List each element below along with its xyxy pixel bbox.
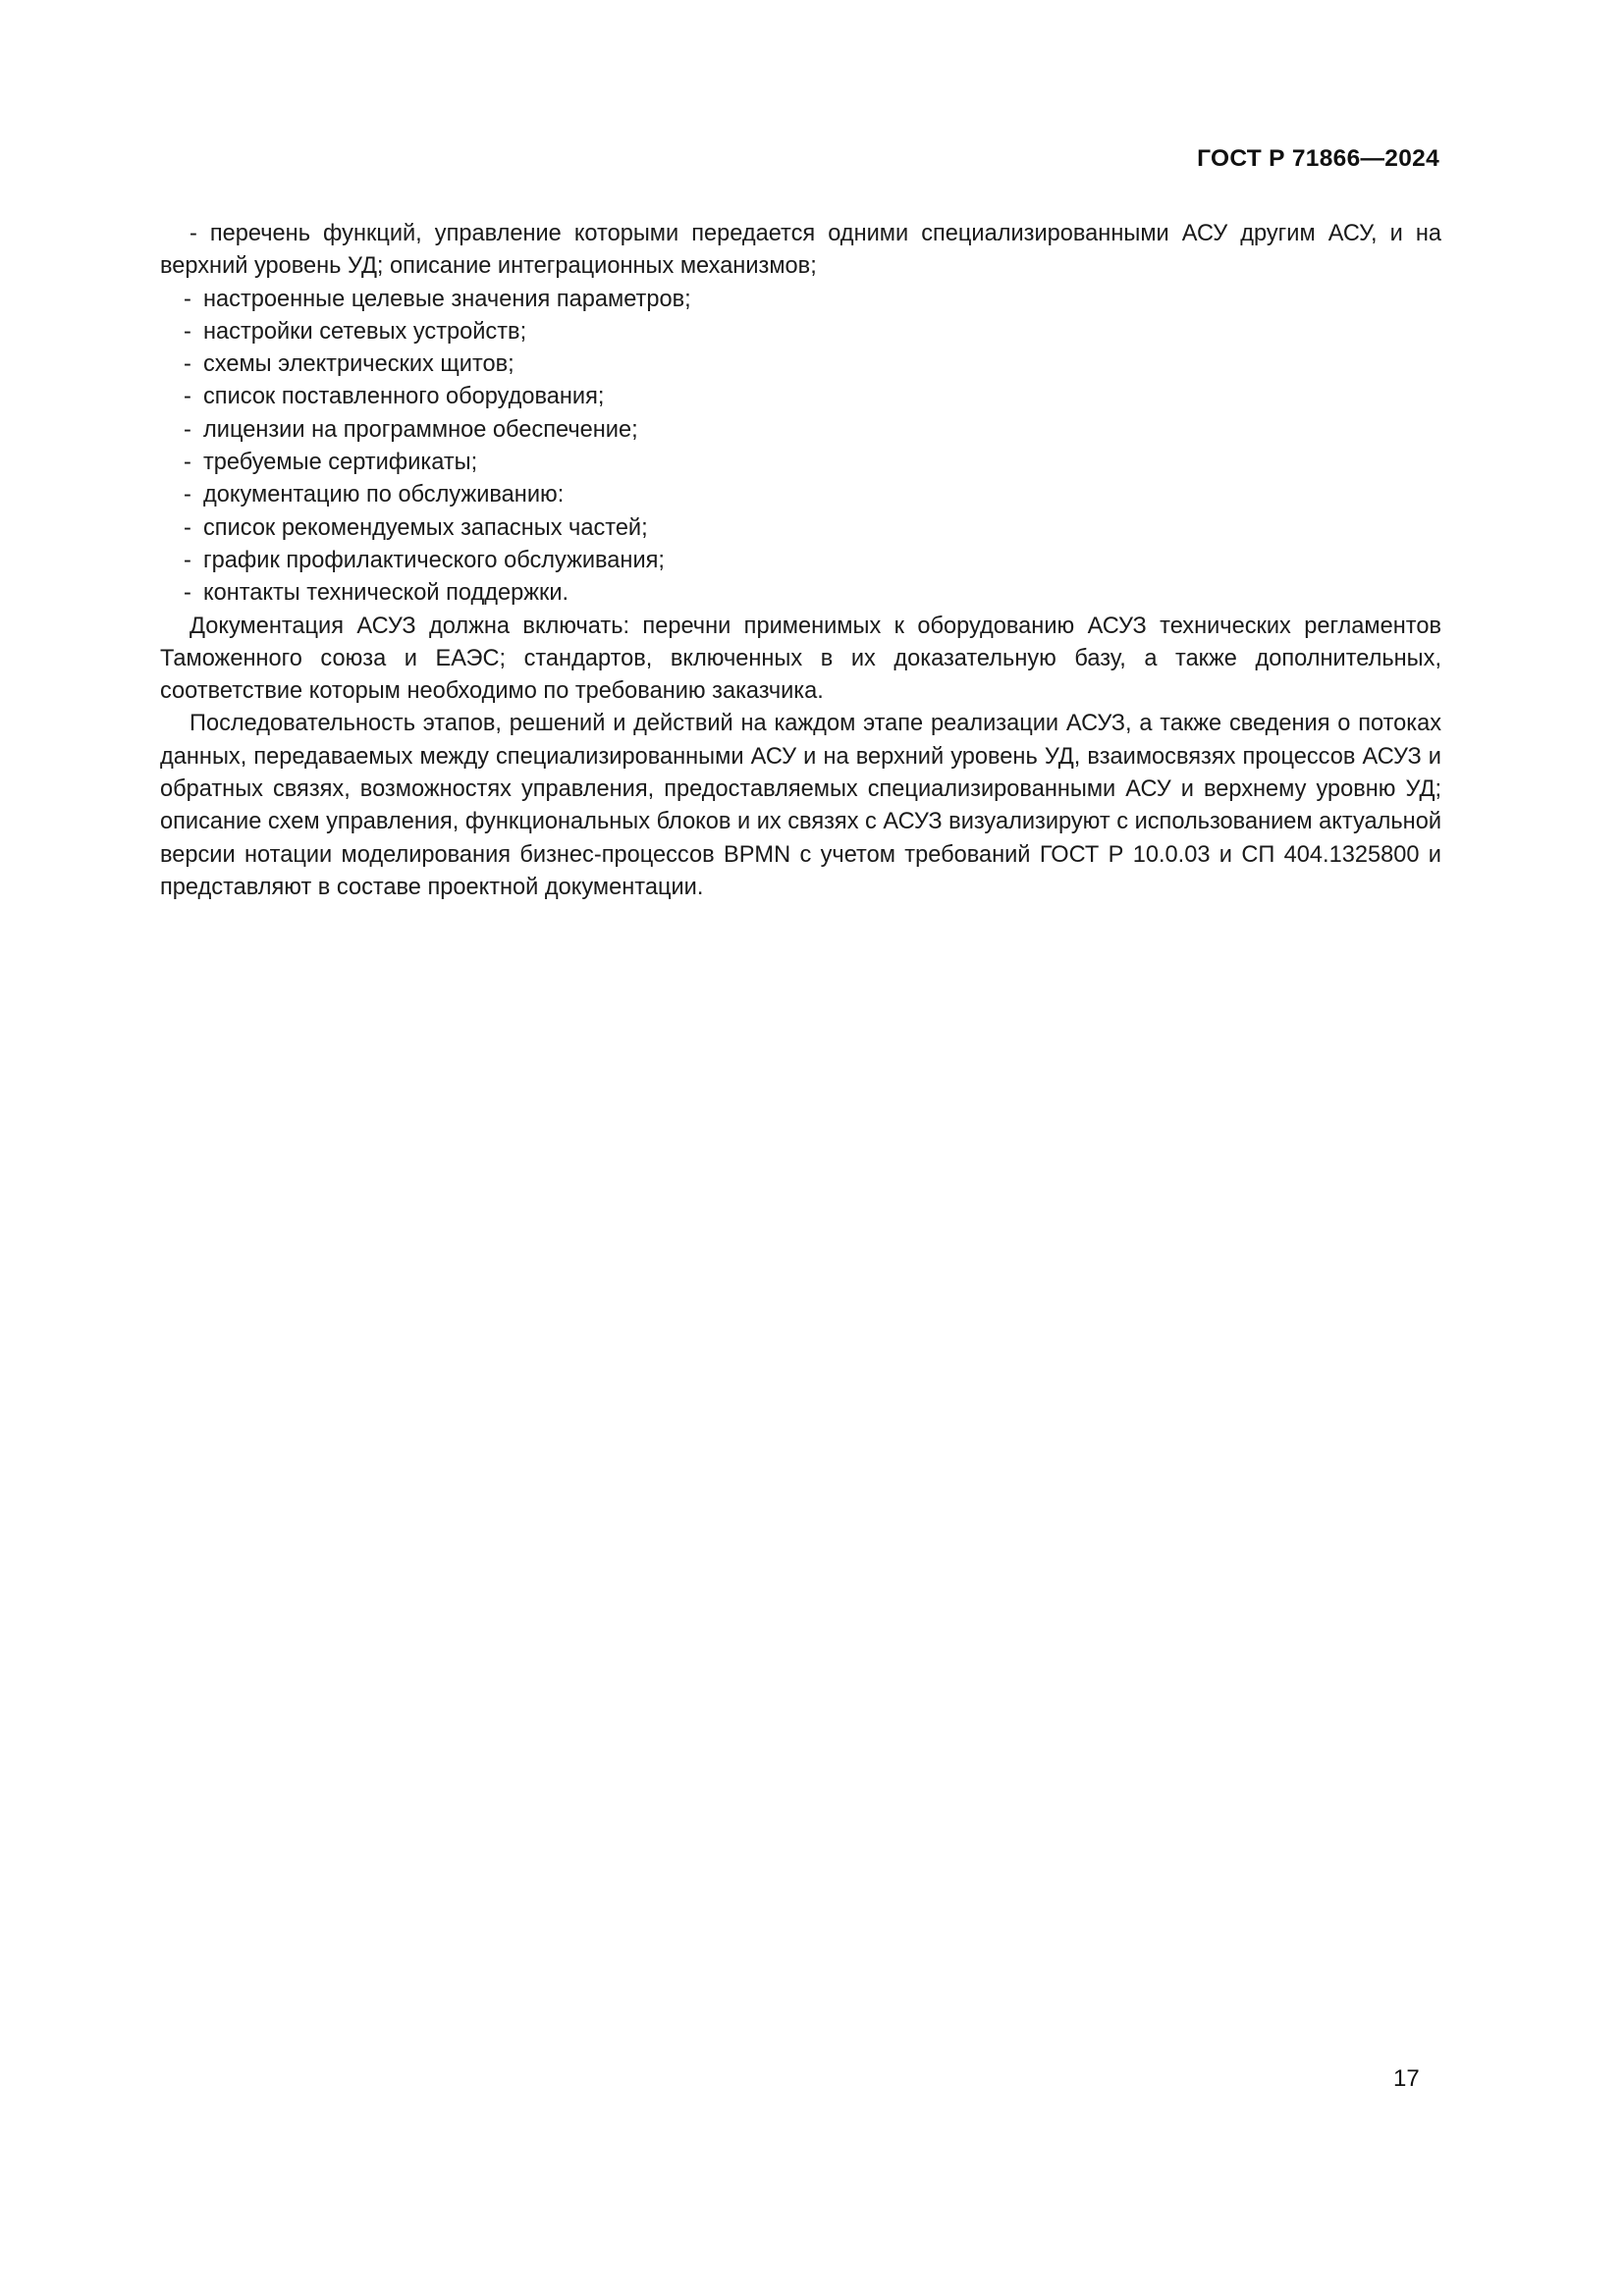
paragraph-bpmn-visualization: Последовательность этапов, решений и действий на каждом этапе реализации АСУЗ, а также сведения о потоках данных, передаваемых между специализированными АСУ и на верхний уровень УД, взаимосвязях процессов АСУЗ и обратных связях, возможностях управления, предоставляемых специализированными АСУ и верхнему уровню УД; описание схем управления, функциональных блоков и их связях с АСУЗ визуализируют с использованием актуальной версии нотации моделирования бизнес-процессов BPMN с учетом требований ГОСТ Р 10.0.03 и СП 404.1325800 и представляют в составе проектной документации.: [160, 711, 1441, 900]
body-text-column: [160, 218, 1441, 904]
list-item-label: документацию по обслуживанию:: [203, 482, 565, 508]
page-number: 17: [1393, 2065, 1420, 2092]
list-item-label: список рекомендуемых запасных частей;: [203, 514, 648, 541]
bullet-dash: -: [184, 482, 191, 508]
list-item: [160, 545, 1441, 577]
bullet-dash: -: [184, 416, 191, 443]
running-header-standard-id: ГОСТ Р 71866—2024: [1197, 145, 1439, 172]
lead-list-item-paragraph: - перечень функций, управление которыми передается одними специализированными АСУ другим АСУ, и на верхний уровень УД; описание интеграционных механизмов;: [160, 221, 1441, 280]
bullet-dash: -: [184, 286, 191, 312]
bullet-dash: -: [184, 514, 191, 541]
list-item: [160, 284, 1441, 316]
bullet-dash: -: [184, 450, 191, 476]
list-item: [160, 577, 1441, 610]
list-item-label: список поставленного оборудования;: [203, 384, 605, 410]
bullet-dash: -: [184, 351, 191, 378]
bullet-dash: -: [184, 547, 191, 573]
bullet-dash: -: [184, 384, 191, 410]
list-item-label: требуемые сертификаты;: [203, 450, 478, 476]
paragraph-documentation-requirements: Документация АСУЗ должна включать: перечни применимых к оборудованию АСУЗ технических регламентов Таможенного союза и ЕАЭС; стандартов, включенных в их доказательную базу, а также дополнительных, соответствие которым необходимо по требованию заказчика.: [160, 613, 1441, 705]
list-item-label: схемы электрических щитов;: [203, 351, 514, 378]
list-item: [160, 479, 1441, 511]
list-item-label: график профилактического обслуживания;: [203, 547, 665, 573]
list-item-label: лицензии на программное обеспечение;: [203, 416, 638, 443]
bullet-dash: -: [184, 580, 191, 607]
list-item: [160, 381, 1441, 413]
list-item-label: настроенные целевые значения параметров;: [203, 286, 691, 312]
list-item: [160, 512, 1441, 545]
list-item: [160, 348, 1441, 381]
list-item: [160, 447, 1441, 479]
list-item-label: контакты технической поддержки.: [203, 580, 569, 607]
requirements-bullet-list: [160, 284, 1441, 611]
list-item: [160, 316, 1441, 348]
list-item-label: настройки сетевых устройств;: [203, 318, 527, 345]
bullet-dash: -: [184, 318, 191, 345]
list-item: [160, 414, 1441, 447]
